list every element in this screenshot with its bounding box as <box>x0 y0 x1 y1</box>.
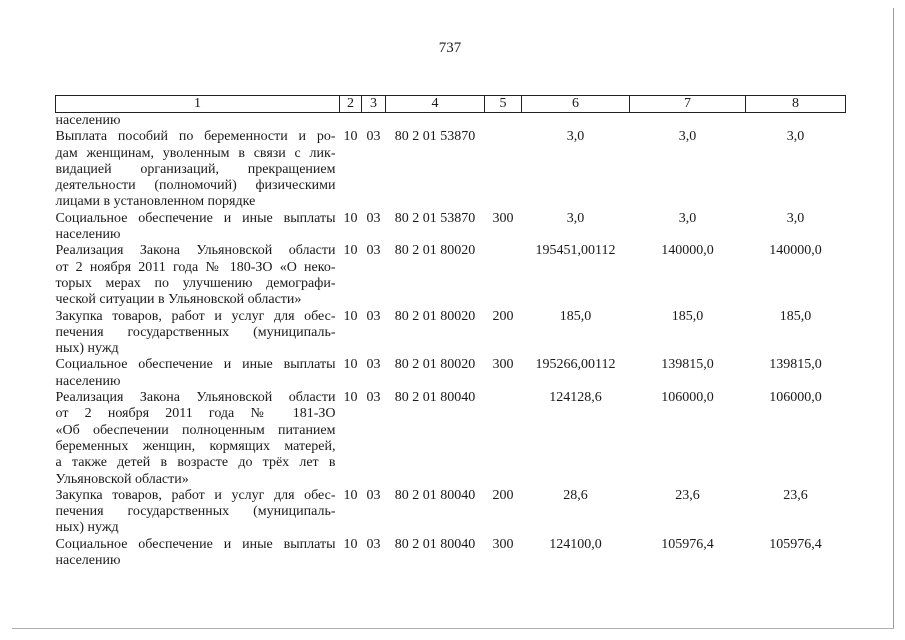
row-name-cell <box>56 390 340 488</box>
cell-c2: 10 <box>343 308 358 324</box>
header-cell: 6 <box>522 96 630 113</box>
cell-c3: 03 <box>366 210 381 226</box>
cell-c5: 200 <box>492 308 514 324</box>
cell-c3 <box>362 113 386 130</box>
cell-c4: 80 2 01 53870 <box>394 129 476 145</box>
cell-c2: 10 <box>343 210 358 226</box>
row-name-line: Закупка товаров, работ и услуг для обес- <box>55 308 336 324</box>
table-row <box>56 390 846 488</box>
row-name-line: дам женщинам, уволенным в связи с лик- <box>55 145 336 161</box>
table-header-row <box>56 96 846 113</box>
cell-c3: 03 <box>366 243 381 259</box>
row-name-cell <box>56 129 340 210</box>
cell-c5 <box>485 113 522 130</box>
table-row <box>56 243 846 308</box>
cell-c4: 80 2 01 80040 <box>394 487 476 503</box>
row-name-cell <box>56 243 340 308</box>
cell-c4: 80 2 01 80020 <box>394 357 476 373</box>
cell-c6: 28,6 <box>563 487 588 503</box>
row-name-line: населению <box>55 373 121 389</box>
cell-c3: 03 <box>366 308 381 324</box>
cell-c2: 10 <box>343 243 358 259</box>
table-row <box>56 129 846 210</box>
cell-c2: 10 <box>343 390 358 406</box>
cell-c6: 124100,0 <box>549 536 602 552</box>
cell-c6: 195451,00112 <box>535 243 616 259</box>
cell-c7: 140000,0 <box>661 243 714 259</box>
cell-c7: 3,0 <box>678 210 697 226</box>
cell-c5 <box>485 243 522 308</box>
page-border-right <box>893 8 894 628</box>
cell-c2: 10 <box>343 129 358 145</box>
cell-c7: 185,0 <box>671 308 704 324</box>
table-body <box>56 113 846 570</box>
cell-c7: 3,0 <box>678 129 697 145</box>
cell-c7: 23,6 <box>675 487 700 503</box>
budget-table <box>55 95 846 569</box>
table-row <box>56 309 846 358</box>
cell-c3: 03 <box>366 487 381 503</box>
header-cell: 4 <box>386 96 485 113</box>
cell-c8 <box>746 113 846 130</box>
cell-c4: 80 2 01 80040 <box>394 390 476 406</box>
cell-c2: 10 <box>343 357 358 373</box>
cell-c5: 300 <box>492 210 514 226</box>
row-name-line: «Об обеспечении полноценным питанием <box>55 422 336 438</box>
header-cell: 5 <box>485 96 522 113</box>
row-name-line: Реализация Закона Ульяновской области <box>55 390 336 406</box>
row-name-line: торых мерах по улучшению демографи- <box>55 275 336 291</box>
row-name-line: населению <box>55 553 121 569</box>
row-name-line: от 2 ноября 2011 года № 180-ЗО «О неко- <box>55 259 336 275</box>
row-name-line: от 2 ноября 2011 года № 181-ЗО <box>55 406 336 422</box>
table-row <box>56 211 846 244</box>
cell-c7: 106000,0 <box>661 390 714 406</box>
row-name-line: Социальное обеспечение и иные выплаты <box>55 536 336 552</box>
cell-c6 <box>522 113 630 130</box>
header-cell: 1 <box>56 96 340 113</box>
row-name-line: Закупка товаров, работ и услуг для обес- <box>55 487 336 503</box>
header-cell: 3 <box>362 96 386 113</box>
cell-c6: 3,0 <box>566 210 585 226</box>
row-name-line: печения государственных (муниципаль- <box>55 324 336 340</box>
cell-c3: 03 <box>366 390 381 406</box>
row-name-line: ческой ситуации в Ульяновской области» <box>55 292 302 308</box>
header-cell: 2 <box>340 96 362 113</box>
cell-c2: 10 <box>343 487 358 503</box>
header-cell: 8 <box>746 96 846 113</box>
cell-c7 <box>630 113 746 130</box>
row-name-line: Социальное обеспечение и иные выплаты <box>55 210 336 226</box>
cell-c6: 185,0 <box>559 308 592 324</box>
row-name-line: видацией организаций, прекращением <box>55 161 336 177</box>
row-name-cell <box>56 309 340 358</box>
row-name-line: Ульяновской области» <box>55 471 189 487</box>
row-name-cell <box>56 211 340 244</box>
cell-c2: 10 <box>343 536 358 552</box>
row-name-line: лицами в установленном порядке <box>55 194 256 210</box>
row-name-cell <box>56 488 340 537</box>
row-name-line: населению <box>55 227 121 243</box>
page-border-bottom <box>12 628 894 629</box>
table-row <box>56 488 846 537</box>
cell-c7: 139815,0 <box>661 357 714 373</box>
cell-c5: 200 <box>492 487 514 503</box>
cell-c6: 195266,00112 <box>535 357 616 373</box>
row-name-line: Социальное обеспечение и иные выплаты <box>55 357 336 373</box>
cell-c4: 80 2 01 80020 <box>394 243 476 259</box>
row-name-cell <box>56 537 340 570</box>
cell-c8: 106000,0 <box>769 390 822 406</box>
row-name-line: Реализация Закона Ульяновской области <box>55 243 336 259</box>
cell-c8: 139815,0 <box>769 357 822 373</box>
header-cell: 7 <box>630 96 746 113</box>
cell-c4: 80 2 01 80040 <box>394 536 476 552</box>
row-name-line: Выплата пособий по беременности и ро- <box>55 129 336 145</box>
cell-c3: 03 <box>366 129 381 145</box>
cell-c8: 3,0 <box>786 129 805 145</box>
cell-c4 <box>386 113 485 130</box>
cell-c8: 185,0 <box>779 308 812 324</box>
cell-c5: 300 <box>492 357 514 373</box>
cell-c8: 23,6 <box>783 487 808 503</box>
cell-c6: 3,0 <box>566 129 585 145</box>
cell-c6: 124128,6 <box>549 390 602 406</box>
cell-c5: 300 <box>492 536 514 552</box>
cell-c3: 03 <box>366 357 381 373</box>
cell-c5 <box>485 129 522 210</box>
cell-c8: 3,0 <box>786 210 805 226</box>
row-name-line: а также детей в возрасте до трёх лет в <box>55 455 336 471</box>
row-name-line: деятельности (полномочий) физическими <box>55 178 336 194</box>
table-row <box>56 537 846 570</box>
row-name-line: ных) нужд <box>55 520 119 536</box>
row-name-line: ных) нужд <box>55 341 119 357</box>
table-row <box>56 113 846 130</box>
cell-c5 <box>485 390 522 488</box>
row-name-line: печения государственных (муниципаль- <box>55 504 336 520</box>
cell-c2 <box>340 113 362 130</box>
page-number: 737 <box>438 40 462 56</box>
cell-c8: 105976,4 <box>769 536 822 552</box>
row-name-line: беременных женщин, кормящих матерей, <box>55 438 336 454</box>
table-row <box>56 357 846 390</box>
cell-c4: 80 2 01 80020 <box>394 308 476 324</box>
row-name-line: населению <box>55 113 121 128</box>
cell-c4: 80 2 01 53870 <box>394 210 476 226</box>
row-name-cell <box>56 113 340 130</box>
cell-c7: 105976,4 <box>661 536 714 552</box>
cell-c8: 140000,0 <box>769 243 822 259</box>
row-name-cell <box>56 357 340 390</box>
cell-c3: 03 <box>366 536 381 552</box>
